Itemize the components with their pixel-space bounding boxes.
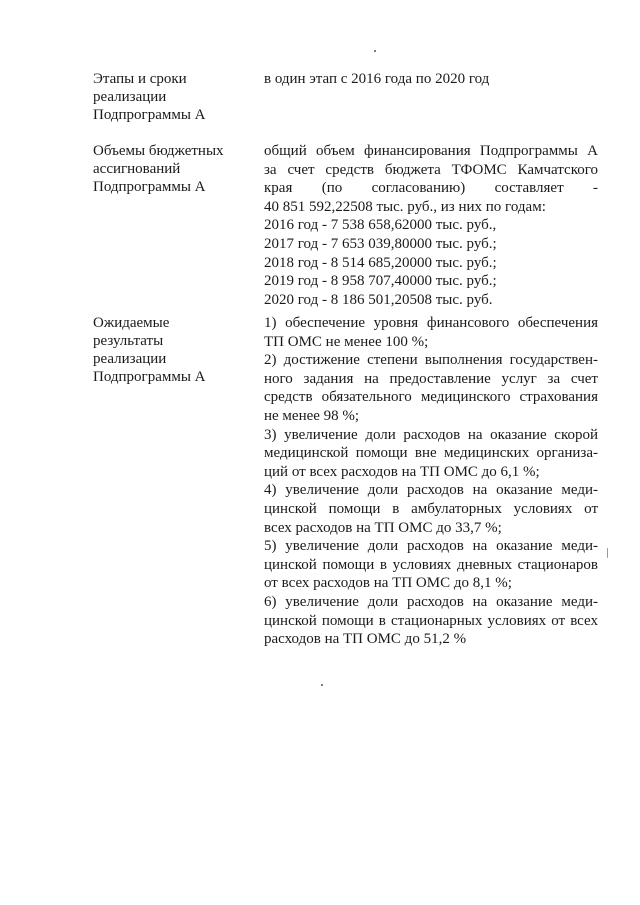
content-line: 4) увеличение доли расходов на оказание меди- <box>264 482 598 499</box>
label-line: Подпрограммы А <box>93 107 206 123</box>
row-label <box>93 70 243 124</box>
content-line: в один этап с 2016 года по 2020 год <box>264 71 490 87</box>
row-content <box>264 70 598 89</box>
label-line: Ожидаемые <box>93 315 170 331</box>
content-line: ций от всех расходов на ТП ОМС до 6,1 %; <box>264 463 540 480</box>
scan-speck <box>607 548 608 558</box>
row-label <box>93 314 243 386</box>
label-line: результаты <box>93 333 164 349</box>
content-line: от всех расходов на ТП ОМС до 8,1 %; <box>264 575 512 592</box>
content-line: 5) увеличение доли расходов на оказание меди- <box>264 538 598 555</box>
label-line: ассигнований <box>93 161 181 177</box>
label-line: реализации <box>93 351 167 367</box>
content-line: ного задания на предоставление услуг за счет <box>264 370 598 387</box>
label-line: реализации <box>93 89 167 105</box>
content-line: за счет средств бюджета ТФОМС Камчатского <box>264 161 598 178</box>
label-line: Подпрограммы А <box>93 179 206 195</box>
content-line: средств обязательного медицинского страхования <box>264 389 598 406</box>
scan-speck <box>374 50 376 52</box>
label-line: Этапы и сроки <box>93 71 187 87</box>
content-line: 6) увеличение доли расходов на оказание меди- <box>264 593 598 610</box>
scan-speck <box>321 684 323 686</box>
content-line: 3) увеличение доли расходов на оказание скорой <box>264 426 598 443</box>
row-content <box>264 142 598 309</box>
content-line: ТП ОМС не менее 100 %; <box>264 333 429 350</box>
content-line: 40 851 592,22508 тыс. руб., из них по годам: <box>264 198 546 215</box>
label-line: Объемы бюджетных <box>93 143 224 159</box>
content-line: расходов на ТП ОМС до 51,2 % <box>264 631 467 648</box>
content-line: всех расходов на ТП ОМС до 33,7 %; <box>264 519 502 536</box>
content-line: 2019 год - 8 958 707,40000 тыс. руб.; <box>264 273 497 290</box>
content-line: 2020 год - 8 186 501,20508 тыс. руб. <box>264 291 493 308</box>
content-line: 1) обеспечение уровня финансового обеспечения <box>264 315 598 331</box>
content-line: не менее 98 %; <box>264 407 360 424</box>
content-line: общий объем финансирования Подпрограммы А <box>264 143 598 159</box>
content-line: 2018 год - 8 514 685,20000 тыс. руб.; <box>264 254 497 271</box>
row-content <box>264 314 598 649</box>
row-label <box>93 142 243 196</box>
content-line: 2016 год - 7 538 658,62000 тыс. руб., <box>264 217 497 234</box>
content-line: 2) достижение степени выполнения государствен- <box>264 352 598 369</box>
content-line: края (по согласованию) составляет - <box>264 180 598 197</box>
content-line: медицинской помощи вне медицинских организа- <box>264 445 598 462</box>
content-line: цинской помощи в условиях дневных стационаров <box>264 556 598 573</box>
content-line: 2017 год - 7 653 039,80000 тыс. руб.; <box>264 235 497 252</box>
label-line: Подпрограммы А <box>93 369 206 385</box>
content-line: цинской помощи в стационарных условиях от всех <box>264 612 598 629</box>
content-line: цинской помощи в амбулаторных условиях от <box>264 500 598 517</box>
